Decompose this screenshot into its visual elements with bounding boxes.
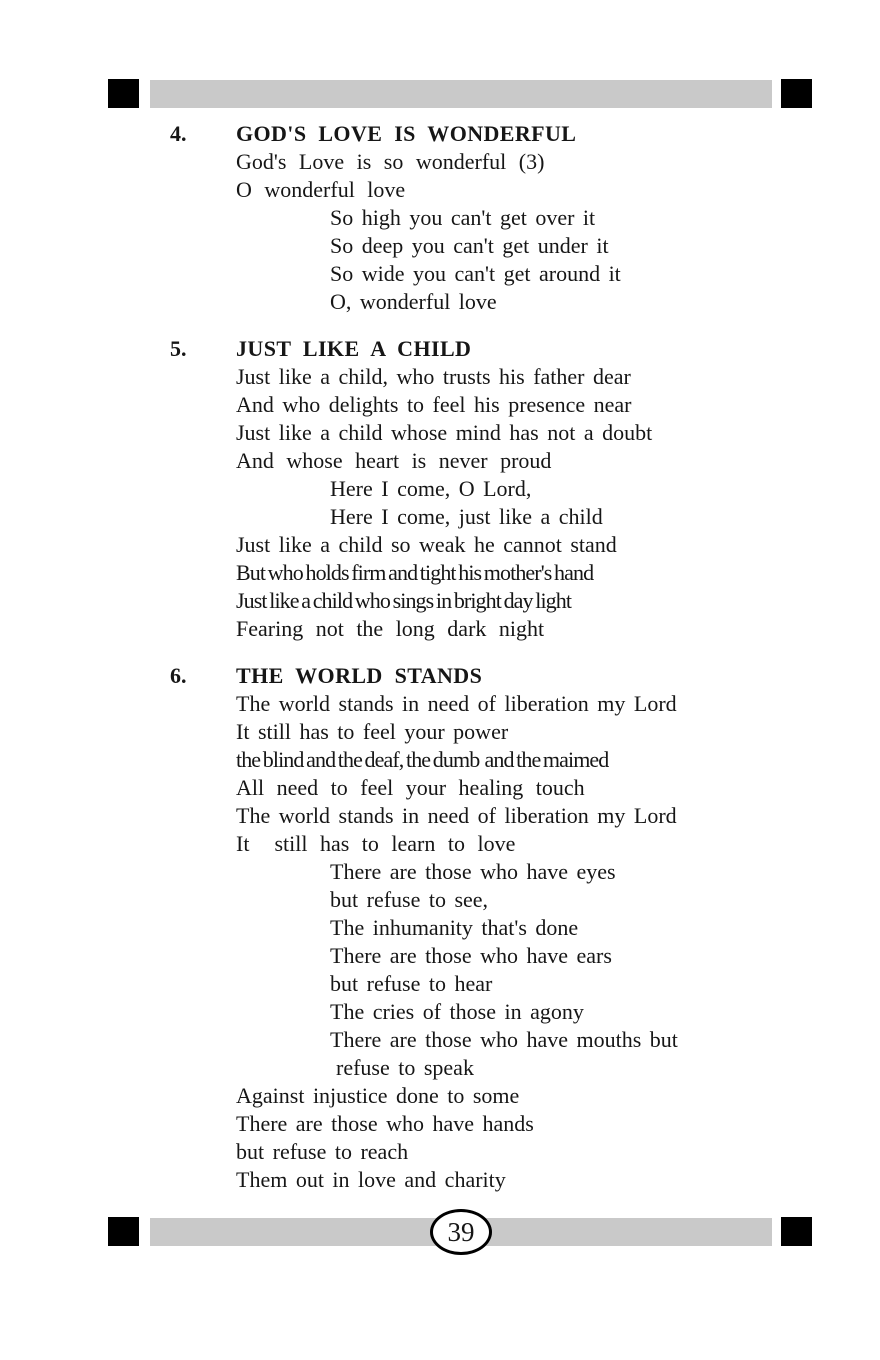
song-number: 4. <box>170 121 187 146</box>
lyric-line: There are those who have mouths but <box>330 1027 678 1052</box>
song-body <box>236 335 830 643</box>
page-number-badge <box>430 1209 492 1255</box>
lyric-line: And who delights to feel his presence near <box>236 392 632 417</box>
lyric-line: There are those who have hands <box>236 1111 534 1136</box>
footer-left-square <box>108 1217 139 1246</box>
footer-right-square <box>781 1217 812 1246</box>
lyric-line: Fearing not the long dark night <box>236 616 545 641</box>
lyric-line: Just like a child so weak he cannot stand <box>236 532 617 557</box>
lyric-line: Here I come, just like a child <box>330 504 603 529</box>
lyric-line: So wide you can't get around it <box>330 261 621 286</box>
footer-rule-bar <box>0 1217 880 1247</box>
song-title: JUST LIKE A CHILD <box>236 336 472 361</box>
lyric-line: And whose heart is never proud <box>236 448 552 473</box>
lyric-line: Against injustice done to some <box>236 1083 520 1108</box>
header-right-square <box>781 79 812 108</box>
lyric-line: refuse to speak <box>336 1055 474 1080</box>
lyric-line: The world stands in need of liberation my Lord <box>236 691 677 716</box>
lyric-line: Just like a child, who trusts his father dear <box>236 364 631 389</box>
lyric-line: Just like a child who sings in bright day light <box>236 588 572 613</box>
song-4 <box>170 120 830 316</box>
song-number: 6. <box>170 663 187 688</box>
lyric-line: Here I come, O Lord, <box>330 476 532 501</box>
page-number: 39 <box>447 1216 475 1247</box>
lyric-line: But who holds firm and tight his mother's hand <box>236 560 594 585</box>
song-5 <box>170 335 830 643</box>
lyric-line: The inhumanity that's done <box>330 915 579 940</box>
songs <box>170 120 830 1194</box>
lyric-line: O, wonderful love <box>330 289 497 314</box>
lyric-line: but refuse to hear <box>330 971 493 996</box>
song-title: GOD'S LOVE IS WONDERFUL <box>236 121 577 146</box>
lyric-line: Just like a child whose mind has not a doubt <box>236 420 653 445</box>
lyric-line: O wonderful love <box>236 177 406 202</box>
song-number: 5. <box>170 336 187 361</box>
song-body <box>236 120 830 316</box>
lyric-line: So high you can't get over it <box>330 205 596 230</box>
lyric-line: but refuse to reach <box>236 1139 409 1164</box>
song-body <box>236 662 830 1194</box>
lyric-line: There are those who have eyes <box>330 859 616 884</box>
lyric-line: but refuse to see, <box>330 887 489 912</box>
lyric-line: the blind and the deaf, the dumb and the maimed <box>236 747 609 772</box>
lyric-line: God's Love is so wonderful (3) <box>236 149 545 174</box>
lyric-line: Them out in love and charity <box>236 1167 506 1192</box>
header-gray-bar <box>150 80 772 108</box>
lyric-line: The world stands in need of liberation my Lord <box>236 803 677 828</box>
lyric-line: It still has to learn to love <box>236 831 516 856</box>
lyric-line: The cries of those in agony <box>330 999 584 1024</box>
song-title: THE WORLD STANDS <box>236 663 483 688</box>
lyric-line: There are those who have ears <box>330 943 612 968</box>
lyric-line: It still has to feel your power <box>236 719 509 744</box>
lyric-line: All need to feel your healing touch <box>236 775 585 800</box>
lyric-line: So deep you can't get under it <box>330 233 609 258</box>
header-rule-bar <box>0 79 880 109</box>
song-6 <box>170 662 830 1194</box>
header-left-square <box>108 79 139 108</box>
